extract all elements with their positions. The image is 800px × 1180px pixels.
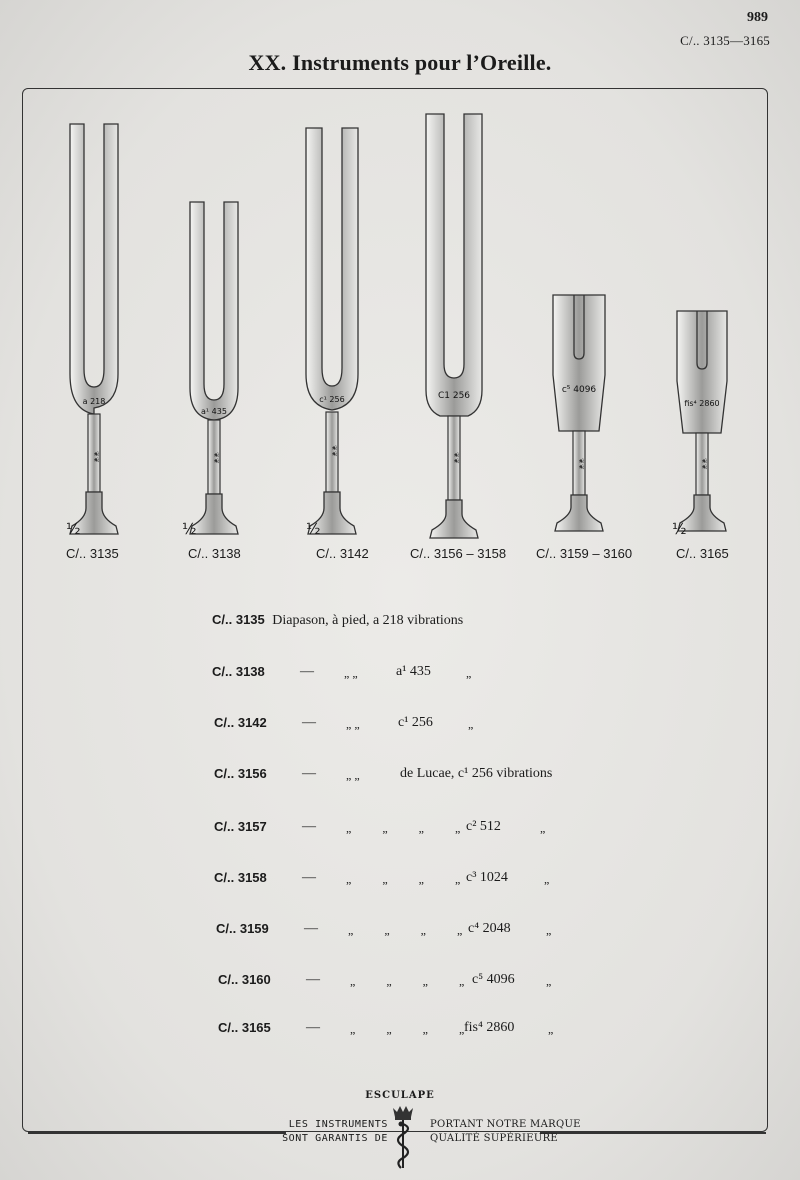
ditto-dash: — [306,972,320,987]
fork-engraving: a 218 [82,397,106,406]
footer-brand: ESCULAPE [365,1090,435,1101]
ditto-end: „ [546,974,552,988]
page-number: 989 [747,10,768,25]
footer-guarantee-left: LES INSTRUMENTS SONT GARANTIS DE [282,1119,388,1144]
catalog-code: C/.. 3142 [214,715,267,730]
tuning-fork-3135 [66,122,122,542]
svg-text:❦❦: ❦❦ [700,458,708,470]
catalog-code: C/.. 3156 [214,766,267,781]
svg-text:fis⁴ 2860: fis⁴ 2860 [684,399,720,408]
catalog-row [218,1020,554,1037]
catalog-description: fis⁴ 2860 [464,1020,515,1035]
tuning-fork-3159-3160 [550,292,608,542]
tuning-fork-3165 [674,308,730,542]
catalog-row [214,715,474,732]
catalog-row [218,972,552,989]
footer-rule-left [28,1132,286,1134]
catalog-code: C/.. 3159 [216,921,269,936]
ditto-dash: — [302,715,316,730]
ditto-end: „ [548,1022,554,1036]
ditto-end: „ [540,821,546,835]
ditto-marks: „ „ [346,768,360,782]
catalog-row [216,921,552,938]
fork-caption: C/.. 3135 [66,546,119,561]
fork-caption: C/.. 3159 – 3160 [536,546,633,561]
ditto-dash: — [306,1020,320,1035]
catalog-code: C/.. 3158 [214,870,267,885]
svg-text:a¹ 435: a¹ 435 [201,407,227,416]
ditto-end: „ [466,666,472,680]
page-reference: C/.. 3135—3165 [680,33,770,48]
tuning-fork-3156-3158 [422,112,486,542]
svg-text:❦❦: ❦❦ [212,452,220,464]
fork-caption: C/.. 3156 – 3158 [410,546,507,561]
catalog-description: c⁴ 2048 [468,921,511,936]
footer-guarantee-right: PORTANT NOTRE MARQUE QUALITÉ SUPÉRIEURE [430,1119,581,1144]
caduceus-crown-logo-icon [388,1102,418,1175]
fork-caption: C/.. 3138 [188,546,241,561]
ditto-marks: „ „ „ „ [350,974,479,988]
catalog-row [212,664,472,681]
svg-text:❦❦: ❦❦ [452,452,460,464]
svg-text:❦❦: ❦❦ [577,458,585,470]
fork-size-mark: ½ [182,520,197,538]
fork-size-mark: ½ [306,520,321,538]
fork-caption: C/.. 3165 [676,546,729,561]
catalog-description: c¹ 256 [398,715,433,730]
catalog-row [214,766,553,783]
catalog-description: Diapason, à pied, a 218 vibrations [272,613,464,628]
fork-size-mark: ½ [66,520,81,538]
ditto-marks: „ „ „ „ [348,923,477,937]
ditto-dash: — [302,870,316,885]
catalog-description: a¹ 435 [396,664,431,679]
ditto-dash: — [302,819,316,834]
svg-text:❦❦: ❦❦ [330,445,338,457]
catalog-code: C/.. 3160 [218,972,271,987]
catalog-code: C/.. 3165 [218,1020,271,1035]
ditto-marks: „ „ [344,666,358,680]
catalog-code: C/.. 3157 [214,819,267,834]
catalog-description: c² 512 [466,819,501,834]
svg-text:❦❦: ❦❦ [92,451,100,463]
ditto-marks: „ „ „ „ [350,1022,479,1036]
svg-text:c⁵ 4096: c⁵ 4096 [561,385,597,395]
ditto-dash: — [300,664,314,679]
svg-text:C1 256: C1 256 [437,391,471,401]
fork-caption: C/.. 3142 [316,546,369,561]
catalog-description: de Lucae, c¹ 256 vibrations [400,766,553,781]
fork-size-mark: ½ [672,520,687,538]
tuning-fork-3142 [302,126,362,542]
ditto-end: „ [546,923,552,937]
catalog-row [214,870,550,887]
catalog-row [212,612,463,629]
catalog-code: C/.. 3135 [212,612,265,627]
catalog-row [214,819,546,836]
svg-text:c¹ 256: c¹ 256 [319,395,345,404]
catalog-description: c³ 1024 [466,870,508,885]
ditto-end: „ [468,717,474,731]
ditto-end: „ [544,872,550,886]
ditto-marks: „ „ „ „ [346,821,475,835]
catalog-code: C/.. 3138 [212,664,265,679]
ditto-marks: „ „ „ „ [346,872,475,886]
ditto-dash: — [304,921,318,936]
ditto-marks: „ „ [346,717,360,731]
tuning-fork-3138 [186,200,242,542]
page-title: XX. Instruments pour l’Oreille. [248,50,552,75]
ditto-dash: — [302,766,316,781]
catalog-description: c⁵ 4096 [472,972,515,987]
